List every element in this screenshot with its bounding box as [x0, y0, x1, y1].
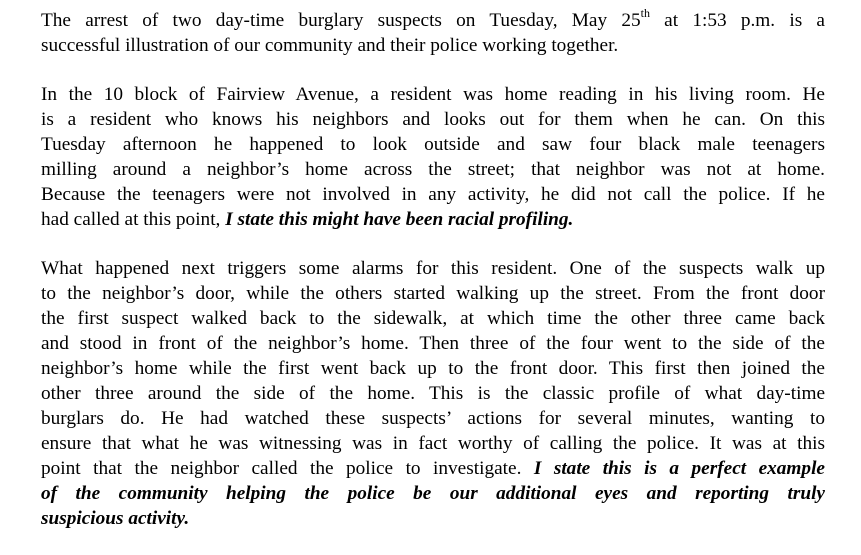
paragraph-arrest-intro	[41, 5, 825, 58]
line-text: What happened next triggers some alarms for this resident. One of the suspects walk up	[41, 258, 825, 279]
text-line	[41, 107, 825, 132]
text-line	[41, 306, 825, 331]
line-text: The arrest of two day-time burglary suspects on Tuesday, May 25	[41, 10, 641, 31]
line-text: other three around the side of the home. This is the classic profile of what day-time	[41, 383, 825, 404]
line-text: Tuesday afternoon he happened to look outside and saw four black male teenagers	[41, 134, 825, 155]
line-text: is a resident who knows his neighbors and looks out for them when he can. On this	[41, 109, 825, 130]
text-line	[41, 281, 825, 306]
line-text: In the 10 block of Fairview Avenue, a resident was home reading in his living room. He	[41, 84, 825, 105]
line-text: Because the teenagers were not involved in any activity, he did not call the police. If he	[41, 184, 825, 205]
paragraph-suspect-activity	[41, 256, 825, 531]
line-text: milling around a neighbor’s home across the street; that neighbor was not at home.	[41, 159, 825, 180]
line-text: to the neighbor’s door, while the others started walking up the street. From the front door	[41, 283, 825, 304]
emphasized-statement: of the community helping the police be our additional eyes and reporting truly	[41, 483, 825, 504]
text-line	[41, 356, 825, 381]
text-line	[41, 157, 825, 182]
text-line	[41, 5, 825, 33]
line-text: successful illustration of our community and their police working together.	[41, 35, 619, 56]
document-page	[41, 5, 825, 555]
line-text: and stood in front of the neighbor’s home. Then three of the four went to the side of the	[41, 333, 825, 354]
emphasized-statement: I state this might have been racial profiling.	[225, 209, 574, 230]
text-line	[41, 331, 825, 356]
line-text: ensure that what he was witnessing was in fact worthy of calling the police. It was at this	[41, 433, 825, 454]
line-text: neighbor’s home while the first went back up to the front door. This first then joined the	[41, 358, 825, 379]
text-line	[41, 207, 825, 232]
text-line	[41, 33, 825, 58]
text-line	[41, 381, 825, 406]
emphasized-statement: I state this is a perfect example	[533, 458, 825, 479]
text-line	[41, 481, 825, 506]
text-line	[41, 82, 825, 107]
superscript-ordinal: th	[640, 5, 650, 20]
text-line	[41, 256, 825, 281]
text-line	[41, 506, 825, 531]
text-line	[41, 132, 825, 157]
line-text: had called at this point,	[41, 209, 226, 230]
emphasized-statement: suspicious activity.	[41, 508, 190, 529]
text-line	[41, 456, 825, 481]
line-text: burglars do. He had watched these suspects’ actions for several minutes, wanting to	[41, 408, 825, 429]
line-text: the first suspect walked back to the sidewalk, at which time the other three came back	[41, 308, 825, 329]
text-line	[41, 431, 825, 456]
text-line	[41, 406, 825, 431]
paragraph-resident-observation	[41, 82, 825, 232]
line-text: at 1:53 p.m. is a	[649, 10, 825, 31]
line-text: point that the neighbor called the police to investigate.	[41, 458, 534, 479]
text-line	[41, 182, 825, 207]
